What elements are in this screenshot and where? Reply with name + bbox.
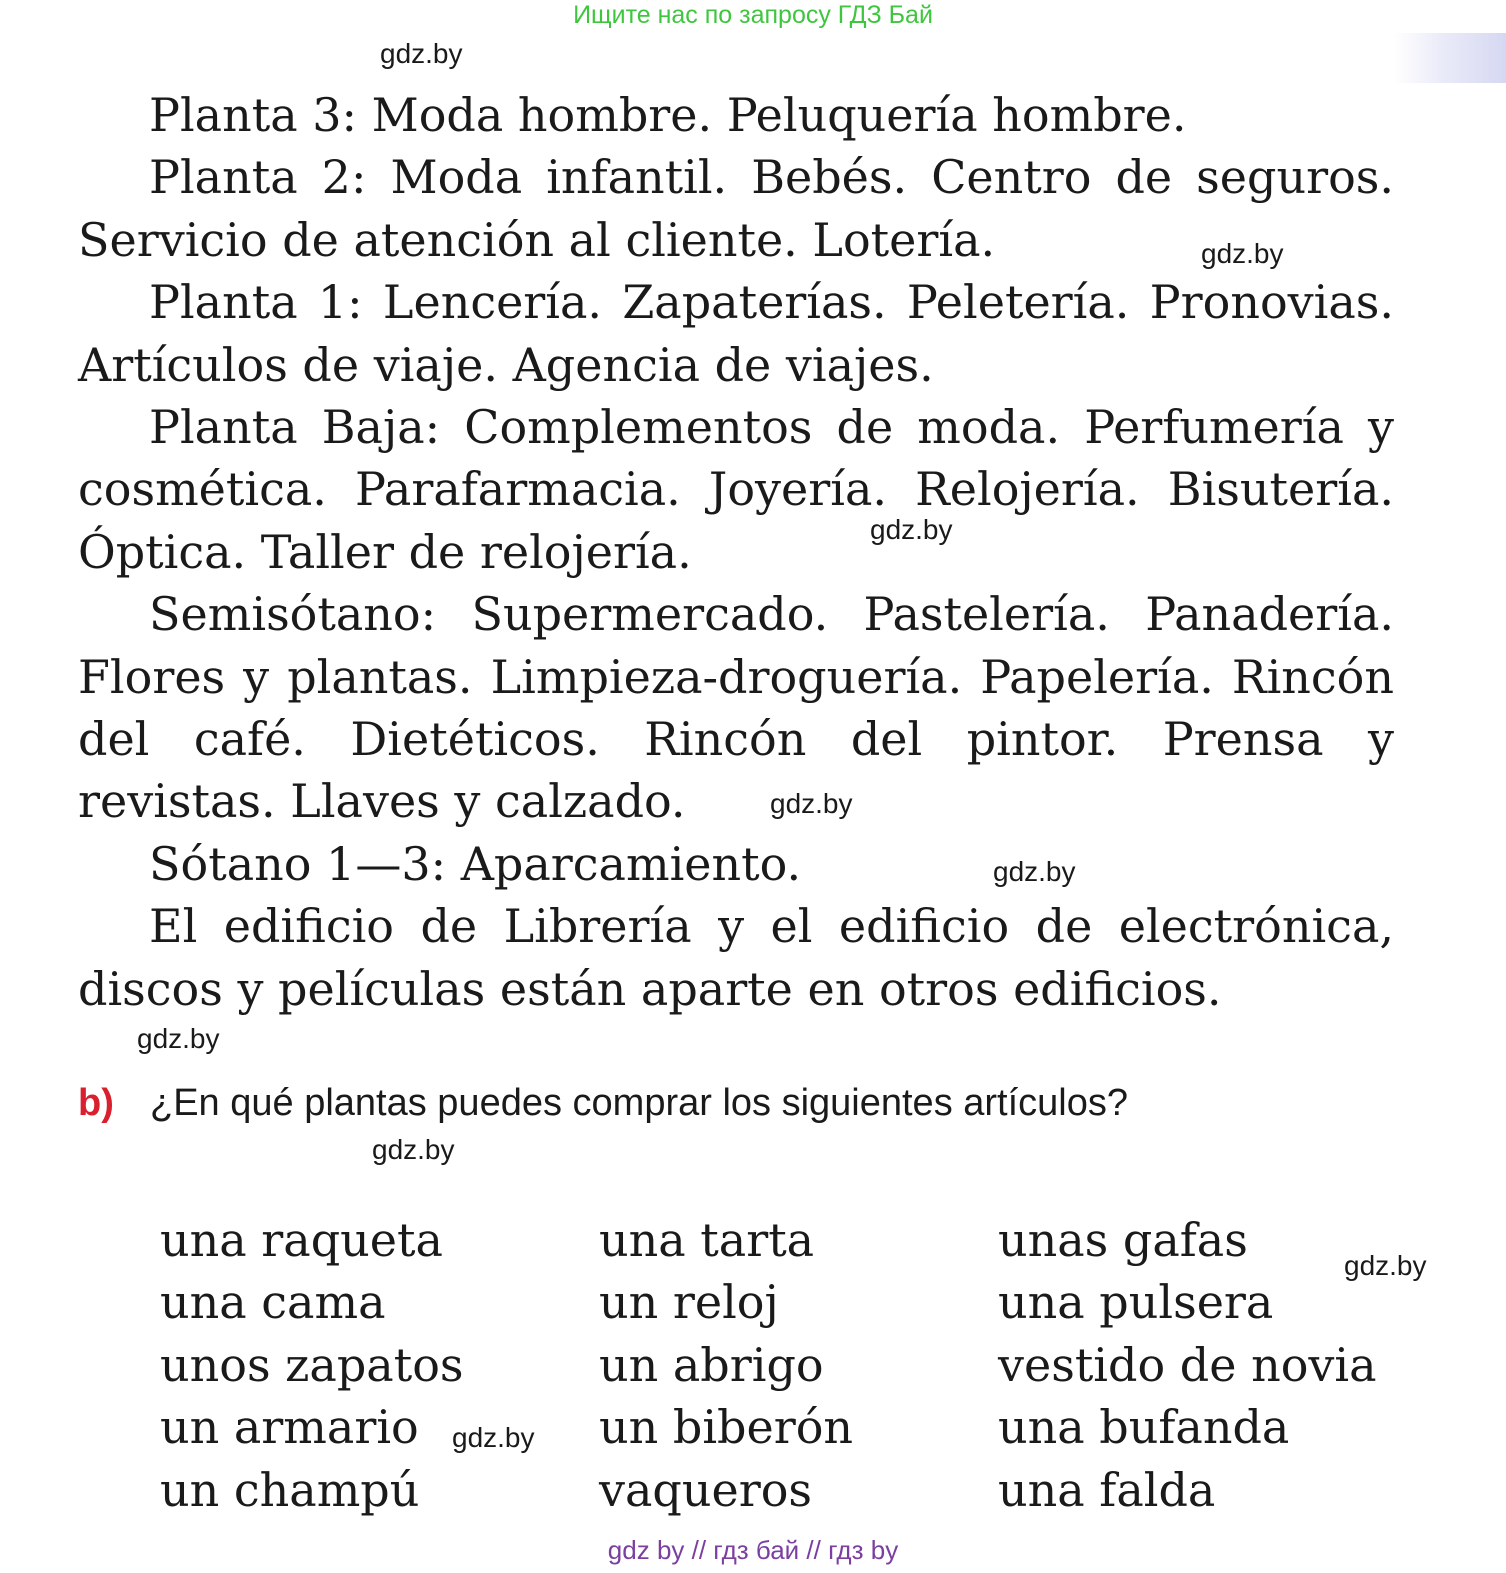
word-item: un champú xyxy=(160,1462,420,1517)
word-column-3 xyxy=(998,1209,1377,1521)
corner-tab xyxy=(1394,33,1506,83)
task-label: b) xyxy=(78,1082,114,1124)
watermark: gdz.by xyxy=(380,38,463,69)
word-column-1 xyxy=(160,1209,464,1521)
word-item: una raqueta xyxy=(160,1213,443,1267)
watermark: gdz.by xyxy=(452,1422,535,1453)
watermark: gdz.by xyxy=(870,514,953,545)
word-item: una falda xyxy=(998,1462,1216,1517)
word-item: una tarta xyxy=(599,1213,815,1267)
word-item: unos zapatos xyxy=(160,1337,464,1392)
task-b xyxy=(78,1078,1128,1128)
word-item: un armario xyxy=(160,1400,419,1455)
watermark: gdz.by xyxy=(1201,238,1284,269)
footer-watermark: gdz by // гдз бай // гдз by xyxy=(607,1535,899,1565)
task-question: ¿En qué plantas puedes comprar los siguientes artículos? xyxy=(150,1082,1128,1124)
watermark: gdz.by xyxy=(993,856,1076,887)
paragraph-planta-1: Planta 1: Lencería. Zapaterías. Peletería. Pronovias. Artículos de viaje. Agencia de viajes. xyxy=(78,275,1394,392)
word-item: un reloj xyxy=(599,1275,779,1330)
word-item: unas gafas xyxy=(998,1213,1248,1267)
top-banner: Ищите нас по запросу ГДЗ Бай xyxy=(573,1,933,29)
paragraph-sotano: Sótano 1—3: Aparcamiento. xyxy=(149,836,802,891)
watermark: gdz.by xyxy=(770,788,853,819)
watermark: gdz.by xyxy=(372,1134,455,1165)
word-item: un abrigo xyxy=(599,1337,824,1392)
word-item: vestido de novia xyxy=(998,1337,1377,1392)
paragraph-planta-2: Planta 2: Moda infantil. Bebés. Centro de seguros. Servicio de atención al cliente. Lotería. xyxy=(78,150,1394,267)
watermark: gdz.by xyxy=(137,1023,220,1054)
paragraph-planta-3: Planta 3: Moda hombre. Peluquería hombre. xyxy=(149,88,1187,142)
watermark: gdz.by xyxy=(1344,1250,1427,1281)
word-column-2 xyxy=(599,1209,853,1521)
paragraph-planta-baja: Planta Baja: Complementos de moda. Perfumería y cosmética. Parafarmacia. Joyería. Relojería. Bisutería. Óptica. Taller de relojería. xyxy=(78,400,1394,579)
paragraph-edificios: El edificio de Librería y el edificio de electrónica, discos y películas están aparte en otros edificios. xyxy=(78,899,1394,1016)
word-item: un biberón xyxy=(599,1400,854,1455)
word-item: vaqueros xyxy=(599,1462,812,1517)
word-item: una bufanda xyxy=(998,1400,1290,1455)
store-directory-text xyxy=(78,84,1394,1020)
word-item: una cama xyxy=(160,1275,386,1330)
word-item: una pulsera xyxy=(998,1275,1274,1330)
paragraph-semisotano: Semisótano: Supermercado. Pastelería. Panadería. Flores y plantas. Limpieza-droguería. Papelería. Rincón del café. Dietéticos. Rincón del pintor. Prensa y revistas. Llaves y calzado. xyxy=(78,587,1394,829)
